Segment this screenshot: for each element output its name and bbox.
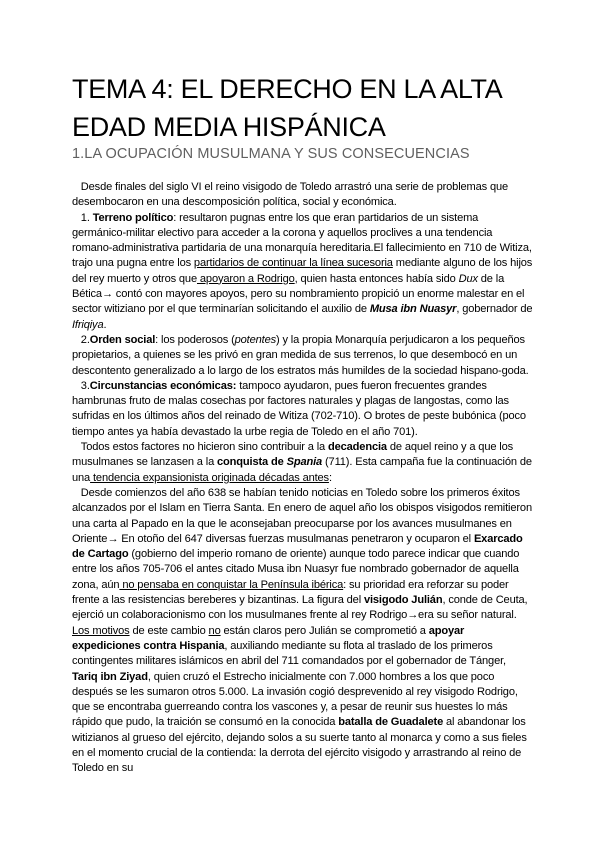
- paragraph-orden-social: [72, 333, 534, 379]
- text-run: Desde comienzos del año 638 se habían tenido noticias en Toledo sobre los primeros éxitos alcanzados por el Islam en Tierra Santa. En enero de aquel año los obispos visigodos remitieron una carta al Papado en la que le aconsejaban preocuparse por los avances musulmanes en Oriente→ En otoño del 647 diversas fuerzas musulmanas penetraron y ocuparon el: [72, 486, 532, 545]
- paragraph-terreno-politico: [72, 211, 534, 333]
- point-heading: Terreno político: [92, 211, 174, 224]
- bold-term: apoyar expediciones contra Hispania: [72, 624, 465, 652]
- list-number: 3.: [80, 379, 90, 392]
- text-run: (gobierno del imperio romano de oriente) aunque todo parece indicar que cuando entre los años 705-706 el antes citado Musa ibn Nuasyr fue nombrado gobernador de aquella zona, aún: [72, 548, 520, 591]
- paragraph-decadencia: [72, 440, 534, 486]
- underlined-text: no pensaba en conquistar la Península ibérica: [119, 578, 344, 591]
- text-run: están claros pero Julián se comprometió a: [220, 624, 429, 637]
- intro-paragraph: [72, 180, 534, 211]
- text-run: : resultaron pugnas entre los que eran partidarios de un sistema germánico-militar electivo para acceder a la corona y aquellos proclives a una tendencia romano-administrativa partidaria de una monarquía hereditaria.El fallecimiento en 710 de Witiza, trajo una pugna entre los: [72, 211, 532, 270]
- paragraph-expansion: [72, 486, 534, 777]
- text-run: al abandonar los witizianos al grueso del ejército, dejando solos a su suerte tanto al monarca y como a sus fieles en el momento crucial de la contienda: la derrota del ejército visigodo y arrastrando al reino de Toledo en su: [72, 716, 527, 775]
- text-run: : su prioridad era reforzar su poder frente a las resistencias bereberes y bizantinas. La figura del: [72, 578, 509, 607]
- text-run: de aquel reino y a que los musulmanes se lanzasen a la: [72, 441, 514, 469]
- italic-term: potentes: [234, 333, 276, 346]
- bold-term: conquista de: [217, 456, 287, 469]
- point-heading: Orden social: [89, 333, 156, 346]
- text-run: , auxiliando mediante su flota al traslado de los primeros contingentes militares islámicos en abril del 711 comandados por el gobernador de Tánger,: [72, 639, 506, 668]
- section-heading: 1.LA OCUPACIÓN MUSULMANA Y SUS CONSECUENCIAS: [72, 146, 470, 162]
- bold-term: Tariq ibn Ziyad: [72, 670, 148, 683]
- text-run: de la Bética→ contó con mayores apoyos, pero su nombramiento propició un enorme malestar en el sector witiziano por el que terminarían solicitando el auxilio de: [72, 272, 525, 316]
- list-number: 2.: [80, 333, 90, 346]
- page-title: TEMA 4: EL DERECHO EN LA ALTA EDAD MEDIA HISPÁNICA: [72, 74, 501, 142]
- underlined-text: apoyaron a Rodrigo: [196, 272, 295, 285]
- bold-term: decadencia: [328, 441, 387, 454]
- text-run: , quien hasta entonces había sido: [294, 272, 459, 285]
- text-run: , gobernador de: [456, 303, 533, 316]
- bold-italic-name: Spania: [286, 456, 323, 469]
- bold-term: visigodo Julián: [363, 594, 443, 607]
- text-run: : los poderosos (: [155, 333, 235, 346]
- bold-term: batalla de Guadalete: [338, 716, 444, 729]
- text-run: mediante alguno de los hijos del rey muerto y otros que: [72, 257, 533, 285]
- underlined-text: partidarios de continuar la línea sucesoria: [193, 257, 393, 270]
- text-run: tampoco ayudaron, pues fueron frecuentes grandes hambrunas fruto de malas cosechas por factores naturales y plagas de langostas, como las sufridas en los últimos años del reinado de Witiza (702-710). O brotes de peste bubónica (poco tiempo antes ya había devastado la urbe regia de Toledo en el año 701).: [72, 379, 526, 438]
- italic-term: Dux: [458, 272, 478, 285]
- list-number: 1.: [80, 211, 93, 224]
- intro-text: Desde finales del siglo VI el reino visigodo de Toledo arrastró una serie de problemas que desembocaron en una descomposición política, social y económica.: [72, 181, 509, 209]
- text-run: de este cambio: [129, 624, 209, 637]
- bold-term: Exarcado de Cartago: [72, 532, 523, 561]
- text-run: , quien cruzó el Estrecho inicialmente con 7.000 hombres a los que poco después se les sumaron otros 5.000. La invasión cogió desprevenido al rey visigodo Rodrigo, que se encontraba guerreando contra los vascones y, a pesar de reunir sus huestes lo más rápido que pudo, la traición se consumó en la conocida: [72, 670, 518, 729]
- text-run: , conde de Ceuta, ejerció un colaboracionismo con los musulmanes frente al rey Rodrigo→era su señor natural.: [72, 594, 528, 622]
- document-body: [72, 180, 534, 777]
- underlined-text: tendencia expansionista originada décadas antes: [90, 471, 329, 484]
- italic-term: Ifriqiya: [72, 318, 104, 331]
- text-run: Todos estos factores no hicieron sino contribuir a la: [80, 441, 328, 454]
- text-run: (711). Esta campaña fue la continuación de una: [72, 456, 532, 484]
- text-run: :: [328, 471, 332, 484]
- text-run: ) y la propia Monarquía perjudicaron a los pequeños propietarios, a quienes se les privó en gran medida de sus terrenos, lo que desembocó en un descontento generalizado a lo largo de los estratos más humildes de la sociedad hispano-goda.: [72, 333, 529, 377]
- underlined-text: Los motivos: [72, 624, 130, 637]
- paragraph-circunstancias-economicas: [72, 379, 534, 440]
- bold-italic-name: Musa ibn Nuasyr: [369, 303, 457, 316]
- underlined-text: no: [208, 624, 221, 637]
- text-run: .: [103, 318, 107, 331]
- point-heading: Circunstancias económicas:: [89, 379, 237, 392]
